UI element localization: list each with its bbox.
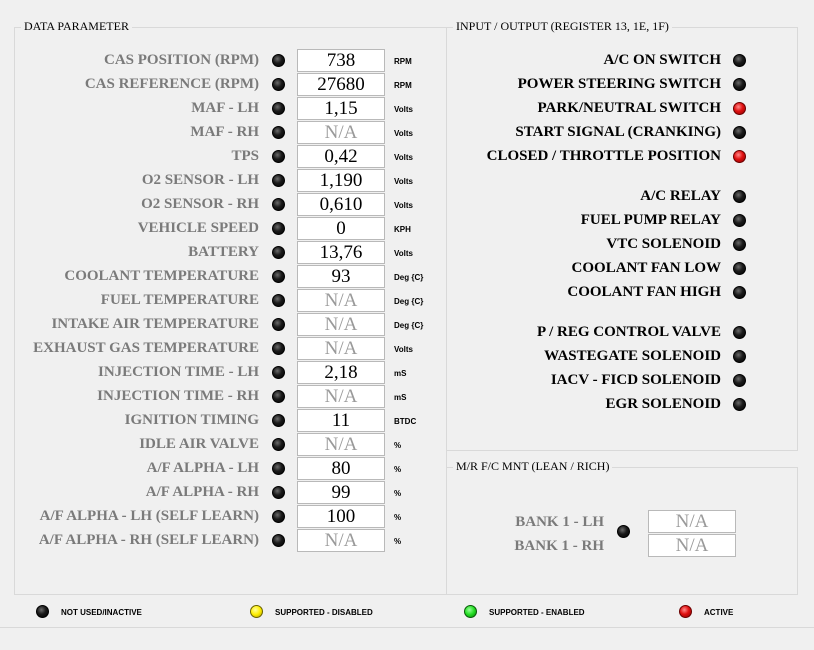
param-value-injection-time-lh: 2,18 [297, 361, 385, 384]
status-led-icon [272, 222, 285, 235]
status-led-icon [272, 246, 285, 259]
param-value-maf-rh: N/A [297, 121, 385, 144]
status-led-icon [272, 342, 285, 355]
status-led-icon [272, 414, 285, 427]
io-label-fuel-pump-relay: FUEL PUMP RELAY [580, 212, 721, 228]
data-parameter-title: DATA PARAMETER [21, 19, 132, 34]
param-value-battery: 13,76 [297, 241, 385, 264]
param-unit-fuel-temperature: Deg {C} [394, 297, 424, 306]
param-unit-injection-time-rh: mS [394, 393, 407, 402]
io-led-icon-wastegate-solenoid [733, 350, 746, 363]
io-label-closed-throttle-position: CLOSED / THROTTLE POSITION [486, 148, 721, 164]
param-value-o2-sensor-rh: 0,610 [297, 193, 385, 216]
status-led-icon [272, 510, 285, 523]
param-label-tps: TPS [231, 148, 259, 164]
bank-value-bank-1-rh: N/A [648, 534, 736, 557]
param-label-a-f-alpha-rh-self-learn: A/F ALPHA - RH (SELF LEARN) [38, 532, 259, 548]
param-unit-a-f-alpha-lh-self-learn: % [394, 513, 402, 522]
param-label-cas-position-rpm: CAS POSITION (RPM) [103, 52, 259, 68]
legend-supported-enabled-icon [464, 605, 477, 618]
status-led-icon [272, 534, 285, 547]
legend-label-supported-disabled: SUPPORTED - DISABLED [275, 608, 373, 617]
param-value-injection-time-rh: N/A [297, 385, 385, 408]
io-label-iacv-ficd-solenoid: IACV - FICD SOLENOID [550, 372, 721, 388]
io-led-icon-p-reg-control-valve [733, 326, 746, 339]
param-value-intake-air-temperature: N/A [297, 313, 385, 336]
status-led-icon [272, 198, 285, 211]
status-led-icon [272, 174, 285, 187]
param-value-ignition-timing: 11 [297, 409, 385, 432]
io-label-power-steering-switch: POWER STEERING SWITCH [517, 76, 721, 92]
param-unit-o2-sensor-rh: Volts [394, 201, 413, 210]
io-led-icon-power-steering-switch [733, 78, 746, 91]
param-unit-exhaust-gas-temperature: Volts [394, 345, 413, 354]
status-led-icon [272, 366, 285, 379]
param-unit-vehicle-speed: KPH [394, 225, 411, 234]
io-led-icon-iacv-ficd-solenoid [733, 374, 746, 387]
param-unit-a-f-alpha-rh-self-learn: % [394, 537, 402, 546]
status-led-icon [272, 390, 285, 403]
param-value-cas-reference-rpm: 27680 [297, 73, 385, 96]
mr-fc-mnt-title: M/R F/C MNT (LEAN / RICH) [453, 459, 612, 474]
param-value-tps: 0,42 [297, 145, 385, 168]
input-output-title: INPUT / OUTPUT (REGISTER 13, 1E, 1F) [453, 19, 672, 34]
io-led-icon-egr-solenoid [733, 398, 746, 411]
status-led-icon [272, 150, 285, 163]
io-label-egr-solenoid: EGR SOLENOID [605, 396, 721, 412]
param-unit-a-f-alpha-rh: % [394, 489, 402, 498]
divider [0, 627, 814, 628]
param-unit-tps: Volts [394, 153, 413, 162]
param-label-o2-sensor-rh: O2 SENSOR - RH [141, 196, 259, 212]
param-label-o2-sensor-lh: O2 SENSOR - LH [141, 172, 259, 188]
param-label-maf-lh: MAF - LH [191, 100, 259, 116]
legend-label-supported-enabled: SUPPORTED - ENABLED [489, 608, 585, 617]
param-unit-ignition-timing: BTDC [394, 417, 417, 426]
param-label-ignition-timing: IGNITION TIMING [124, 412, 259, 428]
param-unit-maf-rh: Volts [394, 129, 413, 138]
io-label-start-signal-cranking: START SIGNAL (CRANKING) [515, 124, 721, 140]
io-led-icon-coolant-fan-low [733, 262, 746, 275]
param-value-a-f-alpha-rh-self-learn: N/A [297, 529, 385, 552]
param-value-o2-sensor-lh: 1,190 [297, 169, 385, 192]
status-led-icon [272, 462, 285, 475]
param-value-a-f-alpha-rh: 99 [297, 481, 385, 504]
legend-label-not-used-inactive: NOT USED/INACTIVE [61, 608, 142, 617]
param-label-maf-rh: MAF - RH [190, 124, 259, 140]
param-value-maf-lh: 1,15 [297, 97, 385, 120]
bank-label-bank-1-lh: BANK 1 - LH [515, 514, 604, 530]
status-led-icon [272, 102, 285, 115]
io-label-park-neutral-switch: PARK/NEUTRAL SWITCH [537, 100, 721, 116]
io-label-coolant-fan-high: COOLANT FAN HIGH [567, 284, 721, 300]
status-led-icon [272, 78, 285, 91]
param-value-idle-air-valve: N/A [297, 433, 385, 456]
status-led-icon [272, 318, 285, 331]
status-led-icon [272, 438, 285, 451]
param-value-fuel-temperature: N/A [297, 289, 385, 312]
status-led-icon [272, 126, 285, 139]
bank-status-led-icon [617, 525, 630, 538]
legend-supported-disabled-icon [250, 605, 263, 618]
param-unit-cas-position-rpm: RPM [394, 57, 412, 66]
param-value-exhaust-gas-temperature: N/A [297, 337, 385, 360]
io-label-a-c-on-switch: A/C ON SWITCH [603, 52, 721, 68]
bank-label-bank-1-rh: BANK 1 - RH [514, 538, 604, 554]
status-led-icon [272, 54, 285, 67]
param-label-vehicle-speed: VEHICLE SPEED [137, 220, 259, 236]
io-label-wastegate-solenoid: WASTEGATE SOLENOID [544, 348, 721, 364]
status-led-icon [272, 294, 285, 307]
status-led-icon [272, 270, 285, 283]
legend-not-used-inactive-icon [36, 605, 49, 618]
io-led-icon-fuel-pump-relay [733, 214, 746, 227]
io-led-icon-a-c-on-switch [733, 54, 746, 67]
io-led-icon-start-signal-cranking [733, 126, 746, 139]
io-label-a-c-relay: A/C RELAY [640, 188, 721, 204]
param-unit-intake-air-temperature: Deg {C} [394, 321, 424, 330]
param-unit-o2-sensor-lh: Volts [394, 177, 413, 186]
param-label-battery: BATTERY [188, 244, 259, 260]
param-unit-cas-reference-rpm: RPM [394, 81, 412, 90]
legend-active-icon [679, 605, 692, 618]
param-label-cas-reference-rpm: CAS REFERENCE (RPM) [84, 76, 259, 92]
param-value-cas-position-rpm: 738 [297, 49, 385, 72]
param-label-a-f-alpha-lh: A/F ALPHA - LH [146, 460, 259, 476]
io-label-coolant-fan-low: COOLANT FAN LOW [571, 260, 721, 276]
param-unit-maf-lh: Volts [394, 105, 413, 114]
bank-value-bank-1-lh: N/A [648, 510, 736, 533]
io-label-vtc-solenoid: VTC SOLENOID [606, 236, 721, 252]
param-value-coolant-temperature: 93 [297, 265, 385, 288]
param-label-coolant-temperature: COOLANT TEMPERATURE [64, 268, 259, 284]
param-unit-coolant-temperature: Deg {C} [394, 273, 424, 282]
io-led-icon-a-c-relay [733, 190, 746, 203]
param-value-a-f-alpha-lh: 80 [297, 457, 385, 480]
param-value-vehicle-speed: 0 [297, 217, 385, 240]
param-value-a-f-alpha-lh-self-learn: 100 [297, 505, 385, 528]
param-label-injection-time-lh: INJECTION TIME - LH [97, 364, 259, 380]
status-led-icon [272, 486, 285, 499]
param-label-injection-time-rh: INJECTION TIME - RH [97, 388, 259, 404]
io-led-icon-coolant-fan-high [733, 286, 746, 299]
param-label-fuel-temperature: FUEL TEMPERATURE [100, 292, 259, 308]
io-label-p-reg-control-valve: P / REG CONTROL VALVE [537, 324, 721, 340]
param-label-exhaust-gas-temperature: EXHAUST GAS TEMPERATURE [33, 340, 259, 356]
param-unit-battery: Volts [394, 249, 413, 258]
io-led-icon-closed-throttle-position [733, 150, 746, 163]
param-label-a-f-alpha-lh-self-learn: A/F ALPHA - LH (SELF LEARN) [39, 508, 259, 524]
param-unit-idle-air-valve: % [394, 441, 402, 450]
io-led-icon-park-neutral-switch [733, 102, 746, 115]
legend-label-active: ACTIVE [704, 608, 734, 617]
param-label-intake-air-temperature: INTAKE AIR TEMPERATURE [51, 316, 259, 332]
param-label-idle-air-valve: IDLE AIR VALVE [139, 436, 259, 452]
param-unit-a-f-alpha-lh: % [394, 465, 402, 474]
io-led-icon-vtc-solenoid [733, 238, 746, 251]
param-label-a-f-alpha-rh: A/F ALPHA - RH [145, 484, 259, 500]
param-unit-injection-time-lh: mS [394, 369, 407, 378]
